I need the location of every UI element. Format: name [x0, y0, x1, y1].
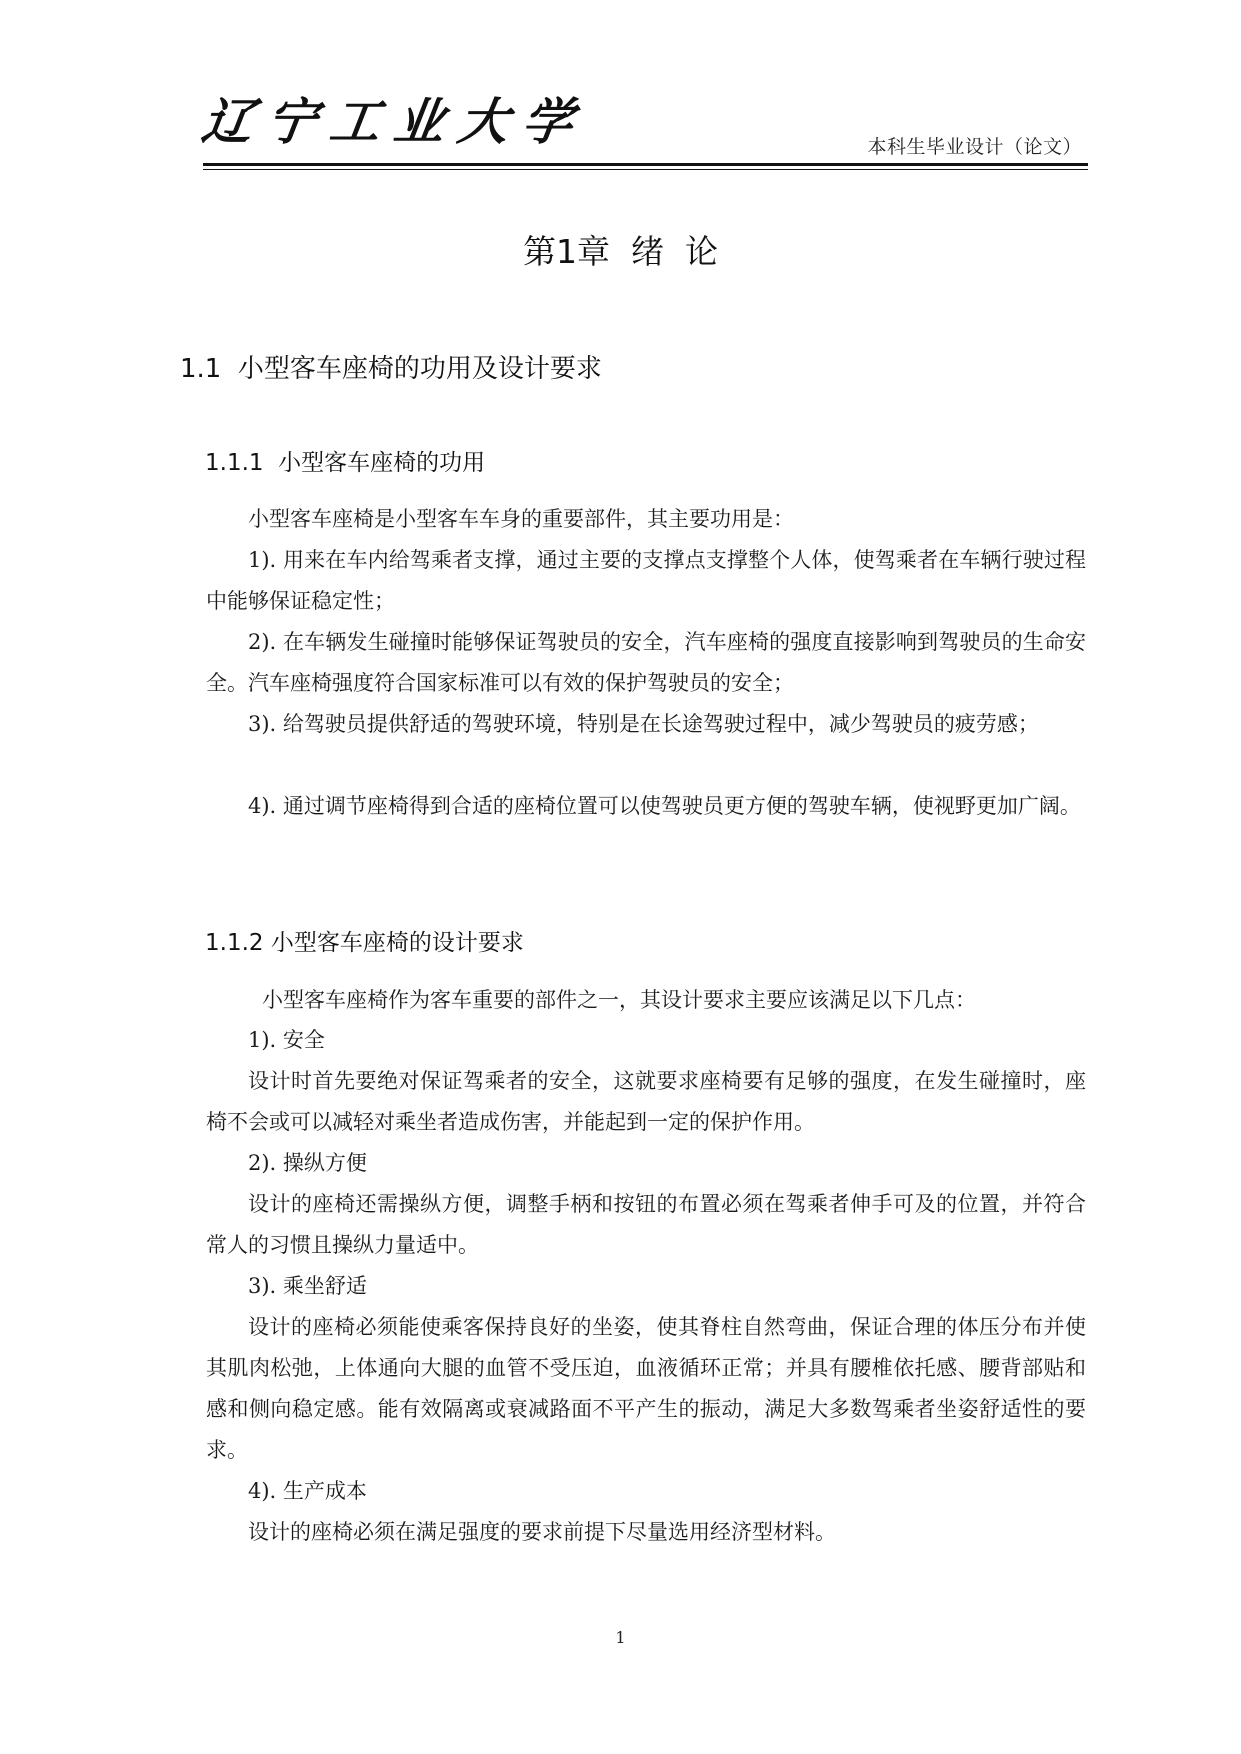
- requirement-title-operation: 2). 操纵方便: [248, 1151, 367, 1175]
- page-number: 1: [615, 1628, 626, 1647]
- header-rule-thin: [203, 169, 1088, 170]
- university-logo: 辽宁工业大学: [198, 92, 591, 151]
- page-header: [198, 82, 1088, 168]
- paragraph-1-1-2-intro: 小型客车座椅作为客车重要的部件之一，其设计要求主要应该满足以下几点：: [262, 988, 976, 1012]
- paragraph-1-1-1-intro: 小型客车座椅是小型客车车身的重要部件，其主要功用是：: [248, 507, 794, 531]
- requirement-text-cost: 设计的座椅必须在满足强度的要求前提下尽量选用经济型材料。: [248, 1520, 836, 1544]
- header-rule-thick: [203, 163, 1088, 166]
- header-subtitle: 本科生毕业设计（论文）: [867, 136, 1082, 158]
- section-heading-1-1-2: 1.1.2 小型客车座椅的设计要求: [205, 930, 524, 956]
- requirement-title-safety: 1). 安全: [248, 1028, 325, 1052]
- list-item-function-2: 2). 在车辆发生碰撞时能够保证驾驶员的安全，汽车座椅的强度直接影响到驾驶员的生命安全。汽车座椅强度符合国家标准可以有效的保护驾驶员的安全；: [206, 630, 1086, 695]
- requirement-text-operation: 设计的座椅还需操纵方便，调整手柄和按钮的布置必须在驾乘者伸手可及的位置，并符合常人的习惯且操纵力量适中。: [206, 1192, 1086, 1257]
- requirement-title-cost: 4). 生产成本: [248, 1479, 367, 1503]
- section-heading-1-1: 1.1 小型客车座椅的功用及设计要求: [180, 354, 602, 384]
- section-heading-1-1-1: 1.1.1 小型客车座椅的功用: [205, 450, 486, 476]
- list-item-function-4: 4). 通过调节座椅得到合适的座椅位置可以使驾驶员更方便的驾驶车辆，使视野更加广阔。: [248, 794, 1081, 818]
- chapter-title: 第1章 绪 论: [523, 232, 718, 271]
- list-item-function-3: 3). 给驾驶员提供舒适的驾驶环境，特别是在长途驾驶过程中，减少驾驶员的疲劳感；: [248, 712, 1039, 736]
- requirement-title-comfort: 3). 乘坐舒适: [248, 1274, 367, 1298]
- list-item-function-1: 1). 用来在车内给驾乘者支撑，通过主要的支撑点支撑整个人体，使驾乘者在车辆行驶过程中能够保证稳定性；: [206, 548, 1086, 613]
- requirement-text-safety: 设计时首先要绝对保证驾乘者的安全，这就要求座椅要有足够的强度，在发生碰撞时，座椅不会或可以减轻对乘坐者造成伤害，并能起到一定的保护作用。: [206, 1069, 1086, 1134]
- requirement-text-comfort: 设计的座椅必须能使乘客保持良好的坐姿，使其脊柱自然弯曲，保证合理的体压分布并使其肌肉松弛，上体通向大腿的血管不受压迫，血液循环正常；并具有腰椎依托感、腰背部贴和感和侧向稳定感。能有效隔离或衰减路面不平产生的振动，满足大多数驾乘者坐姿舒适性的要求。: [206, 1315, 1086, 1462]
